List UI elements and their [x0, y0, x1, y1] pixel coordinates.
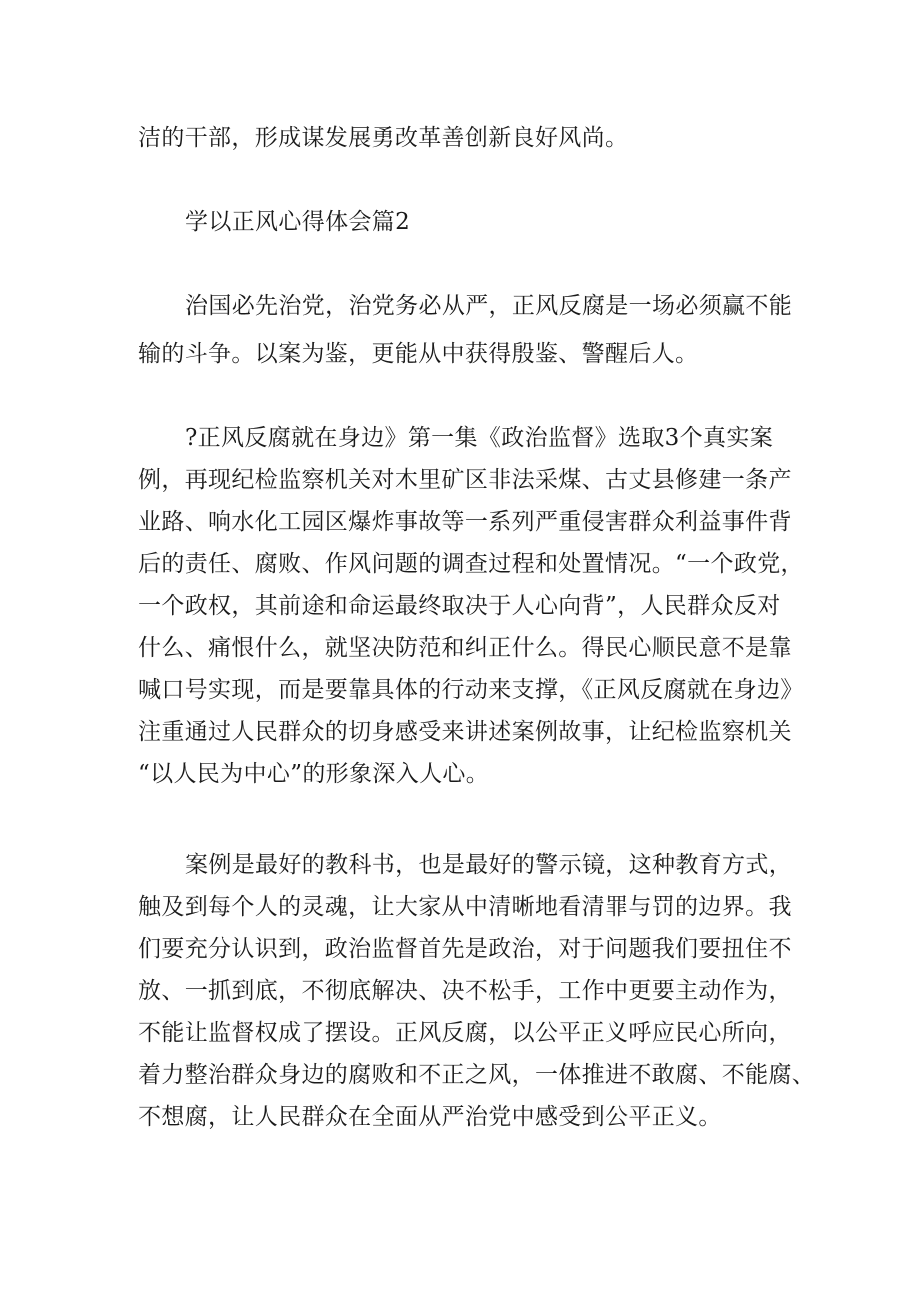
paragraph-2-line-9: “以人民为中心”的形象深入人心。 — [138, 761, 490, 787]
paragraph-3-line-2: 触及到每个人的灵魂，让大家从中清晰地看清罪与罚的边界。我 — [138, 894, 792, 920]
paragraph-3-line-1: 案例是最好的教科书，也是最好的警示镜，这种教育方式， — [185, 852, 793, 878]
paragraph-2-line-6: 什么、痛恨什么，就坚决防范和纠正什么。得民心顺民意不是靠 — [138, 635, 792, 661]
section-heading: 学以正风心得体会篇2 — [185, 209, 411, 235]
paragraph-3-line-4: 放、一抓到底，不彻底解决、决不松手，工作中更要主动作为， — [138, 978, 792, 1004]
paragraph-2-line-1: ?正风反腐就在身边》第一集《政治监督》选取3个真实案 — [185, 425, 774, 451]
paragraph-continuation-line: 洁的干部，形成谋发展勇改革善创新良好风尚。 — [138, 125, 629, 151]
paragraph-3-line-7: 不想腐，让人民群众在全面从严治党中感受到公平正义。 — [138, 1104, 722, 1130]
paragraph-2-line-5: 一个政权，其前途和命运最终取决于人心向背”，人民群众反对 — [138, 593, 781, 619]
paragraph-1-line-2: 输的斗争。以案为鉴，更能从中获得殷鉴、警醒后人。 — [138, 341, 699, 367]
paragraph-2-line-7: 喊口号实现，而是要靠具体的行动来支撑，《正风反腐就在身边》 — [138, 677, 804, 703]
paragraph-2-line-2: 例，再现纪检监察机关对木里矿区非法采煤、古丈县修建一条产 — [138, 467, 792, 493]
paragraph-2-line-4: 后的责任、腐败、作风问题的调查过程和处置情况。“一个政党， — [138, 551, 804, 577]
paragraph-2-line-3: 业路、响水化工园区爆炸事故等一系列严重侵害群众利益事件背 — [138, 509, 792, 535]
paragraph-2-line-8: 注重通过人民群众的切身感受来讲述案例故事，让纪检监察机关 — [138, 719, 792, 745]
paragraph-3-line-5: 不能让监督权成了摆设。正风反腐，以公平正义呼应民心所向， — [138, 1020, 792, 1046]
paragraph-3-line-3: 们要充分认识到，政治监督首先是政治，对于问题我们要扭住不 — [138, 936, 792, 962]
paragraph-3-line-6: 着力整治群众身边的腐败和不正之风，一体推进不敢腐、不能腐、 — [138, 1062, 816, 1088]
paragraph-1-line-1: 治国必先治党，治党务必从严，正风反腐是一场必须赢不能 — [185, 293, 793, 319]
